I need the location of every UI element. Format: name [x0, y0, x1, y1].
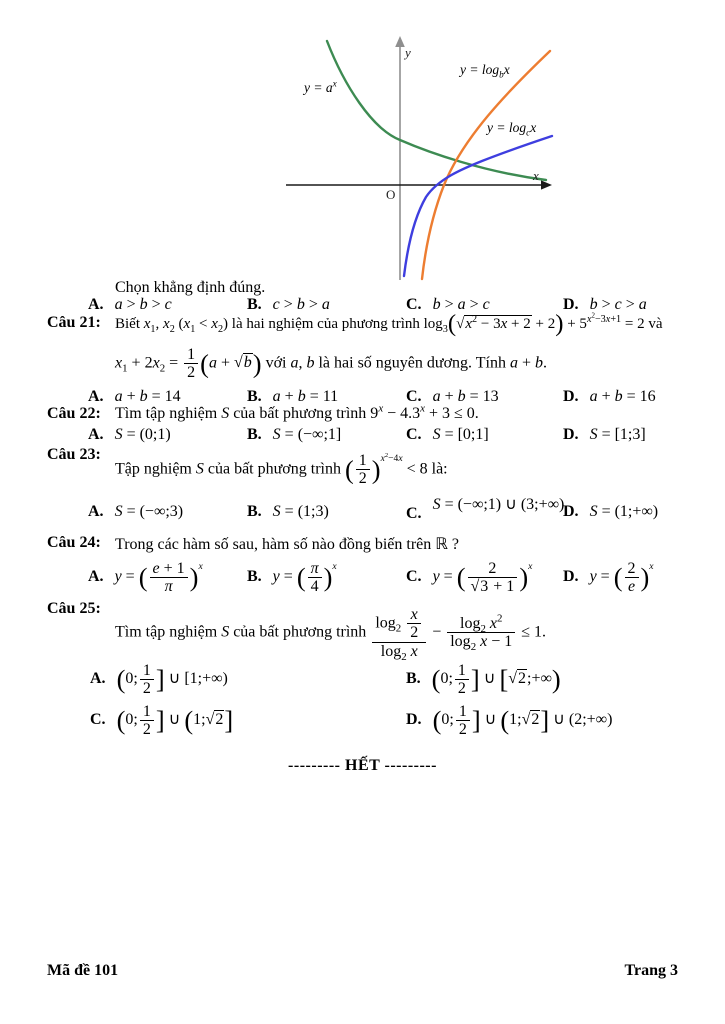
orange-curve-label: $y = \log_bx$: [460, 62, 510, 80]
q20-option-c: C. b > a > c: [406, 296, 490, 313]
q22-option-b: B. S = (−∞;1]: [247, 426, 342, 443]
q22-option-c: C. S = [0;1]: [406, 426, 489, 443]
footer-page-number: Trang 3: [624, 962, 678, 979]
q25-label: Câu 25:: [47, 600, 101, 617]
q24-option-d: D. y = ( $\frac{2}{e}$ )$^x$: [563, 560, 654, 596]
q25-option-b: B. (0; $\frac{1}{2}$ ] ∪ [ √ 2;+∞): [406, 662, 561, 698]
function-graph: [278, 33, 568, 285]
q21-text-line1: Biết $x_1$, $x_2$ $(x_1 < x_2)$ là hai nghiệm của phương trình $\log_3$( √ $x^2 - 3x + 2 + 2) + 5^{x^2-3x+1} = 2$ và: [115, 312, 663, 337]
q24-option-b: B. y = ( $\frac{\pi}{4}$ )$^x$: [247, 560, 337, 596]
end-marker: --------- HẾT ---------: [288, 757, 437, 774]
graph-canvas: [278, 33, 568, 285]
q25-option-c: C. (0; $\frac{1}{2}$ ] ∪ (1; √ 2]: [90, 703, 233, 739]
exp-curve-green: [327, 41, 546, 180]
q25-option-a: A. (0; $\frac{1}{2}$ ] ∪ [1;+∞): [90, 662, 228, 698]
q21-option-b: B. a + b = 11: [247, 388, 339, 405]
x-axis-label: x: [533, 168, 539, 183]
y-axis-label: y: [405, 45, 411, 60]
q20-option-d: D. b > c > a: [563, 296, 647, 313]
q23-option-a: A. S = (−∞;3): [88, 503, 184, 520]
q23-option-b: B. S = (1;3): [247, 503, 329, 520]
q21-label: Câu 21:: [47, 314, 101, 331]
y-axis-arrow-icon: [395, 36, 405, 47]
q23-option-d: D. S = (1;+∞): [563, 503, 659, 520]
q21-option-c: C. a + b = 13: [406, 388, 499, 405]
q21-option-d: D. a + b = 16: [563, 388, 656, 405]
q22-text: Tìm tập nghiệm S của bất phương trình $9^x - 4.3^x + 3 \le 0$.: [115, 402, 479, 422]
blue-curve-label: $y = \log_cx$: [487, 120, 537, 138]
log-curve-orange: [422, 51, 550, 279]
q21-text-line2: $x_1 + 2x_2$ = $\frac{1}{2}$ (a + √ b) với a, b là hai số nguyên dương. Tính a + b.: [115, 346, 547, 382]
green-curve-label: $y = a^x$: [304, 78, 337, 95]
q20-option-a: A. a > b > c: [88, 296, 172, 313]
q22-label: Câu 22:: [47, 405, 101, 422]
q24-text: Trong các hàm số sau, hàm số nào đồng biến trên ℝ ?: [115, 536, 460, 553]
q23-label: Câu 23:: [47, 446, 101, 463]
q21-option-a: A. a + b = 14: [88, 388, 181, 405]
q23-option-c: C.S = (−∞;1) ∪ (3;+∞): [406, 496, 565, 522]
q25-option-d: D. (0; $\frac{1}{2}$ ] ∪ (1; √ 2] ∪ (2;+∞): [406, 703, 612, 739]
q22-option-d: D. S = [1;3]: [563, 426, 646, 443]
origin-label: O: [386, 187, 396, 202]
q24-label: Câu 24:: [47, 534, 101, 551]
x-axis-arrow-icon: [541, 180, 552, 189]
q24-option-a: A. y = ( $\frac{e + 1}{\pi}$ )$^x$: [88, 560, 203, 596]
footer-exam-code: Mã đề 101: [47, 962, 119, 979]
q20-option-b: B. c > b > a: [247, 296, 330, 313]
q22-option-a: A. S = (0;1): [88, 426, 171, 443]
q23-text: Tập nghiệm S của bất phương trình ( $\frac{1}{2}$ )$^{x^2-4x}$ < 8 là:: [115, 452, 448, 488]
q20-prompt: Chọn khẳng định đúng.: [115, 279, 266, 296]
q25-text: Tìm tập nghiệm S của bất phương trình $\log_2$ $\frac{x}{2}$ $\log_2 x$ − $\frac{\log_2 x^2}{\log_2 x - 1}$ ≤ 1.: [115, 606, 547, 663]
q24-option-c: C. y = ( 2 √ 3 + 1 )$^x$: [406, 560, 532, 596]
